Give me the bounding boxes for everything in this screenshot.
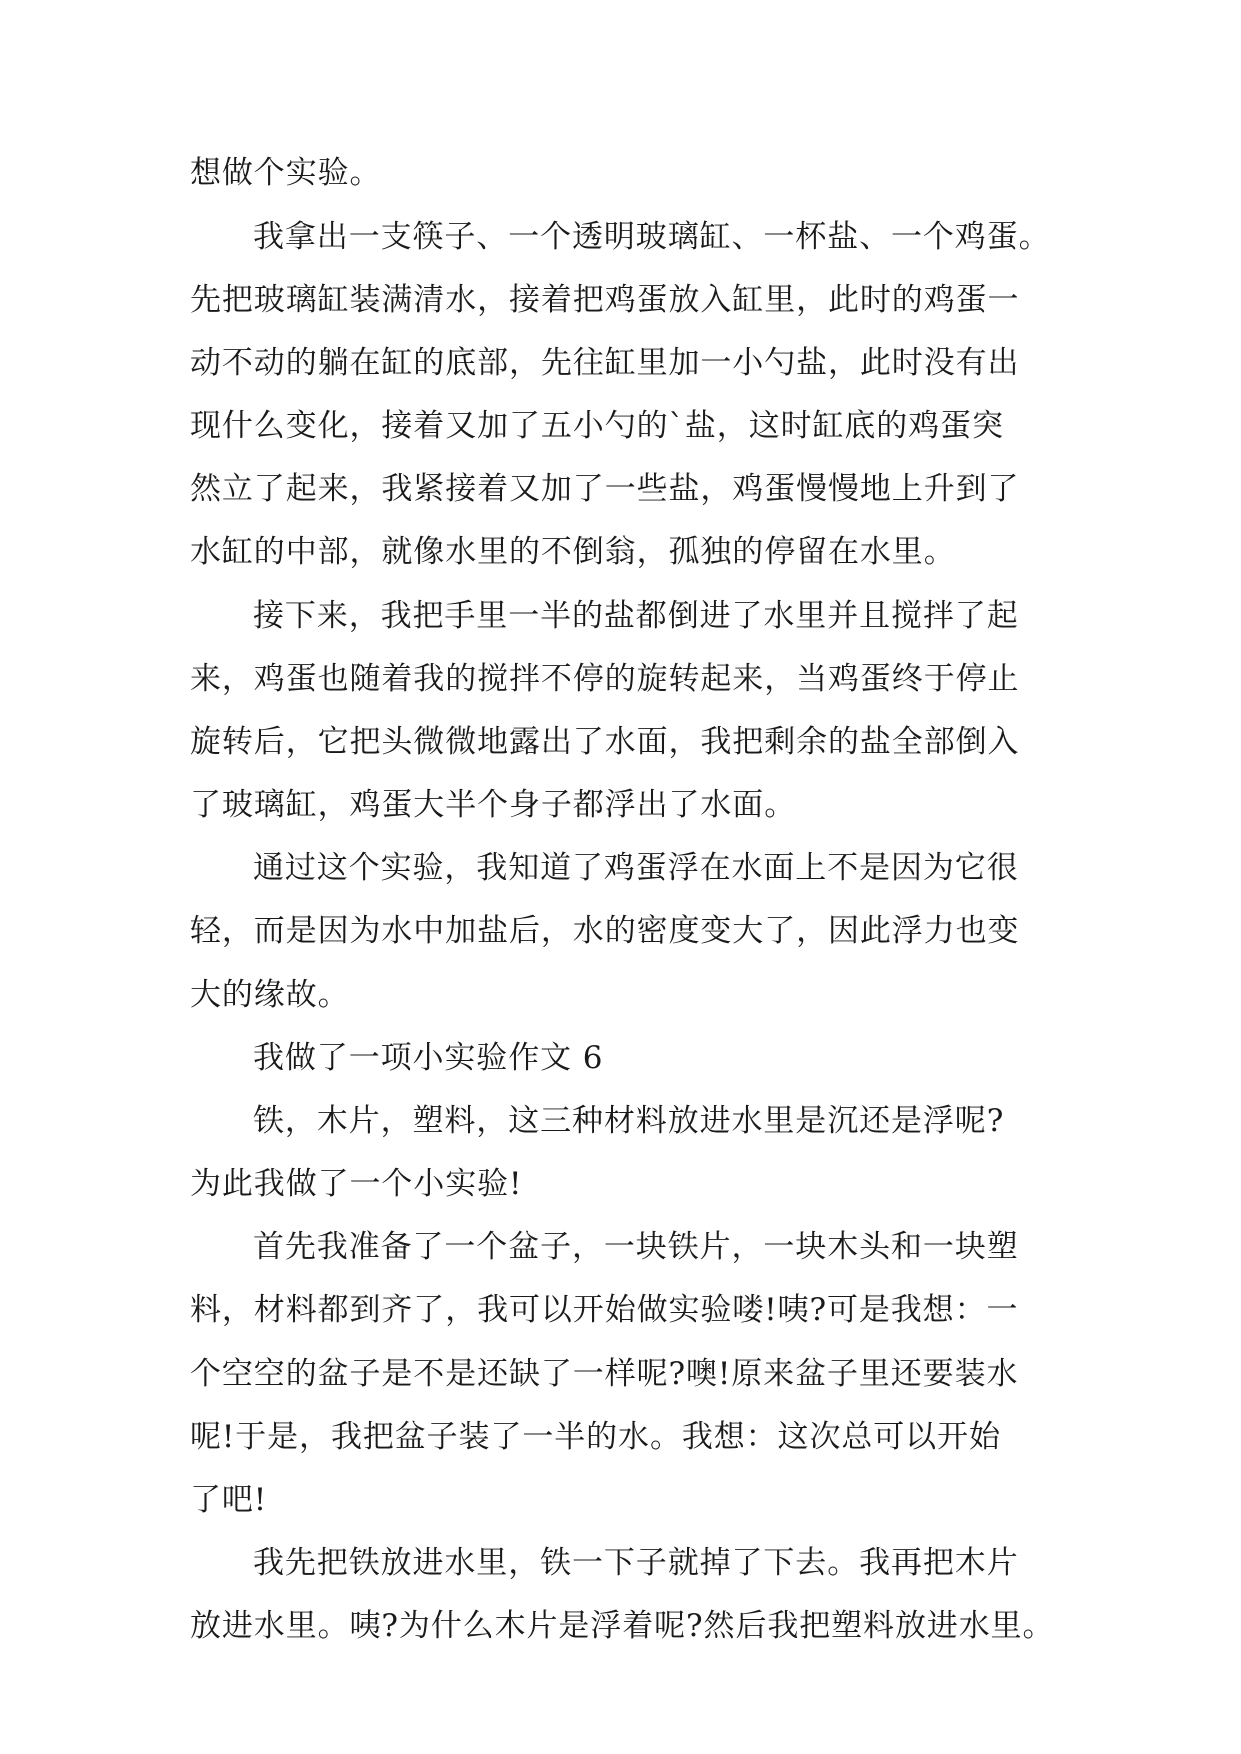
text-line: 了玻璃缸，鸡蛋大半个身子都浮出了水面。 [190, 787, 797, 823]
text-line: 通过这个实验，我知道了鸡蛋浮在水面上不是因为它很 [253, 850, 1019, 886]
section-heading: 我做了一项小实验作文 6 [253, 1040, 604, 1076]
text-line: 首先我准备了一个盆子，一块铁片，一块木头和一块塑 [253, 1229, 1019, 1265]
text-line: 水缸的中部，就像水里的不倒翁，孤独的停留在水里。 [190, 534, 956, 570]
text-line: 想做个实验。 [190, 155, 382, 191]
text-line: 现什么变化，接着又加了五小勺的`盐，这时缸底的鸡蛋突 [190, 408, 1004, 444]
text-line: 先把玻璃缸装满清水，接着把鸡蛋放入缸里，此时的鸡蛋一 [190, 282, 1020, 318]
text-line: 大的缘故。 [190, 977, 350, 1013]
text-line: 了吧! [190, 1482, 268, 1518]
text-line: 接下来，我把手里一半的盐都倒进了水里并且搅拌了起 [253, 598, 1019, 634]
text-line: 呢!于是，我把盆子装了一半的水。我想：这次总可以开始 [190, 1419, 1001, 1455]
text-line: 放进水里。咦?为什么木片是浮着呢?然后我把塑料放进水里。 [190, 1608, 1055, 1644]
text-line: 为此我做了一个小实验! [190, 1166, 523, 1202]
text-line: 然立了起来，我紧接着又加了一些盐，鸡蛋慢慢地上升到了 [190, 471, 1020, 507]
text-line: 轻，而是因为水中加盐后，水的密度变大了，因此浮力也变 [190, 913, 1020, 949]
text-line: 个空空的盆子是不是还缺了一样呢?噢!原来盆子里还要装水 [190, 1356, 1019, 1392]
text-line: 我拿出一支筷子、一个透明玻璃缸、一杯盐、一个鸡蛋。 [253, 219, 1051, 255]
text-line: 我先把铁放进水里，铁一下子就掉了下去。我再把木片 [253, 1545, 1019, 1581]
text-line: 旋转后，它把头微微地露出了水面，我把剩余的盐全部倒入 [190, 724, 1020, 760]
text-line: 动不动的躺在缸的底部，先往缸里加一小勺盐，此时没有出 [190, 345, 1020, 381]
text-line: 来，鸡蛋也随着我的搅拌不停的旋转起来，当鸡蛋终于停止 [190, 661, 1020, 697]
text-line: 料，材料都到齐了，我可以开始做实验喽!咦?可是我想：一 [190, 1292, 1019, 1328]
text-line: 铁，木片，塑料，这三种材料放进水里是沉还是浮呢? [253, 1103, 1005, 1139]
